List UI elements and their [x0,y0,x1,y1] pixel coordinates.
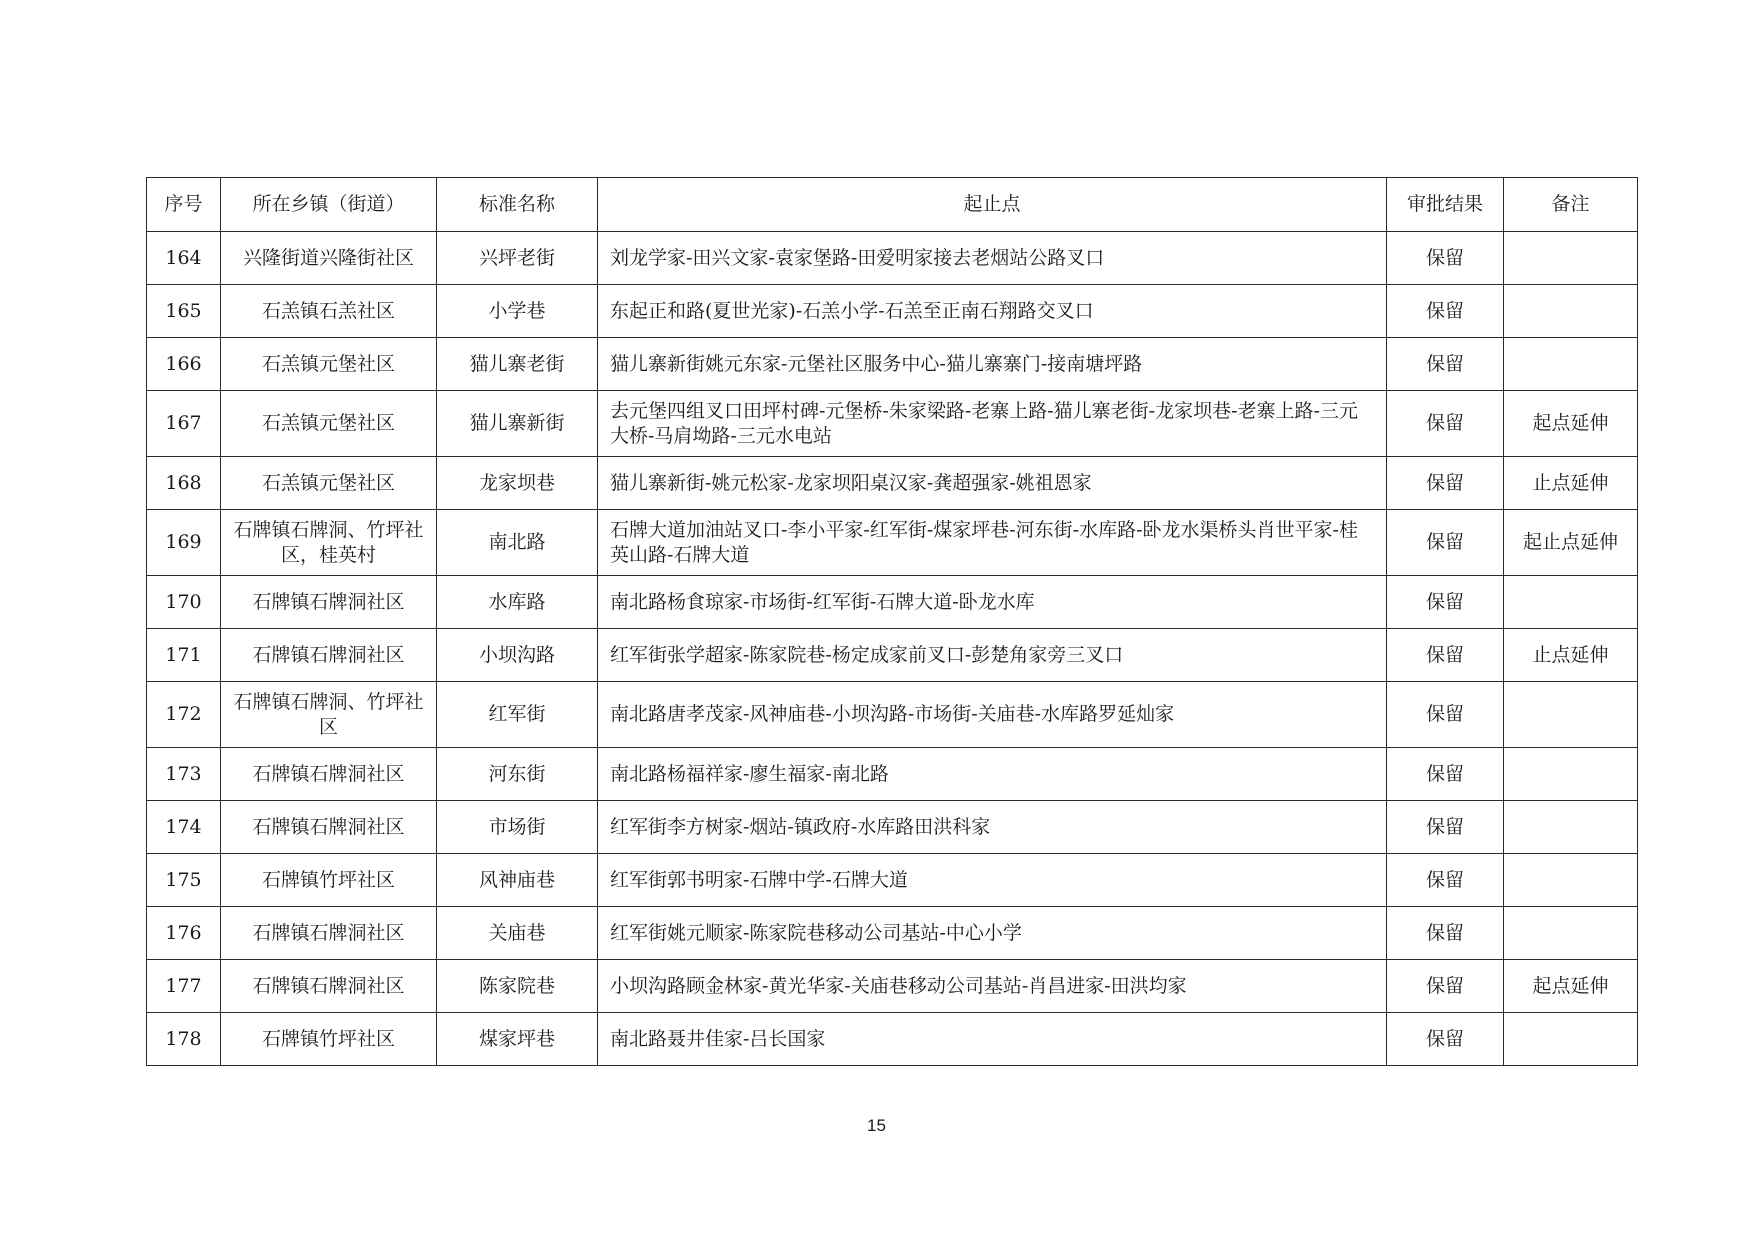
cell-index: 167 [147,391,221,457]
cell-standard-name: 红军街 [437,682,598,748]
cell-approval-result: 保留 [1387,232,1504,285]
table-row [147,682,1638,748]
cell-approval-result: 保留 [1387,1013,1504,1066]
cell-route: 猫儿寨新街姚元东家-元堡社区服务中心-猫儿寨寨门-接南塘坪路 [598,338,1387,391]
cell-standard-name: 关庙巷 [437,907,598,960]
cell-note [1504,854,1638,907]
cell-route: 南北路唐孝茂家-风神庙巷-小坝沟路-市场街-关庙巷-水库路罗延灿家 [598,682,1387,748]
table-row [147,907,1638,960]
cell-index: 178 [147,1013,221,1066]
cell-approval-result: 保留 [1387,391,1504,457]
cell-route: 刘龙学家-田兴文家-袁家堡路-田爱明家接去老烟站公路叉口 [598,232,1387,285]
cell-note [1504,801,1638,854]
table-header [147,178,1638,232]
cell-township: 兴隆街道兴隆街社区 [221,232,437,285]
cell-note: 止点延伸 [1504,457,1638,510]
header-note: 备注 [1504,178,1638,232]
table-row [147,801,1638,854]
cell-route: 南北路杨食琼家-市场街-红军街-石牌大道-卧龙水库 [598,576,1387,629]
table-row [147,576,1638,629]
cell-index: 171 [147,629,221,682]
header-township: 所在乡镇（街道） [221,178,437,232]
table-row [147,457,1638,510]
cell-route: 红军街郭书明家-石牌中学-石牌大道 [598,854,1387,907]
cell-standard-name: 龙家坝巷 [437,457,598,510]
cell-township: 石羔镇元堡社区 [221,338,437,391]
cell-approval-result: 保留 [1387,682,1504,748]
cell-approval-result: 保留 [1387,285,1504,338]
cell-standard-name: 陈家院巷 [437,960,598,1013]
cell-index: 176 [147,907,221,960]
cell-index: 173 [147,748,221,801]
cell-township: 石羔镇元堡社区 [221,391,437,457]
table-row [147,629,1638,682]
cell-note: 止点延伸 [1504,629,1638,682]
cell-township: 石牌镇石牌洞社区 [221,629,437,682]
cell-index: 165 [147,285,221,338]
cell-index: 166 [147,338,221,391]
cell-route: 去元堡四组叉口田坪村碑-元堡桥-朱家梁路-老寨上路-猫儿寨老街-龙家坝巷-老寨上路-三元大桥-马肩坳路-三元水电站 [598,391,1387,457]
cell-route: 南北路聂井佳家-吕长国家 [598,1013,1387,1066]
cell-approval-result: 保留 [1387,576,1504,629]
cell-note [1504,576,1638,629]
cell-standard-name: 河东街 [437,748,598,801]
cell-route: 红军街张学超家-陈家院巷-杨定成家前叉口-彭楚角家旁三叉口 [598,629,1387,682]
cell-index: 169 [147,510,221,576]
header-row [147,178,1638,232]
cell-standard-name: 猫儿寨老街 [437,338,598,391]
header-route: 起止点 [598,178,1387,232]
cell-standard-name: 兴坪老街 [437,232,598,285]
cell-index: 177 [147,960,221,1013]
cell-approval-result: 保留 [1387,748,1504,801]
cell-route: 小坝沟路顾金林家-黄光华家-关庙巷移动公司基站-肖昌进家-田洪均家 [598,960,1387,1013]
cell-route: 红军街姚元顺家-陈家院巷移动公司基站-中心小学 [598,907,1387,960]
cell-note [1504,682,1638,748]
cell-approval-result: 保留 [1387,510,1504,576]
cell-index: 168 [147,457,221,510]
cell-note [1504,285,1638,338]
cell-route: 红军街李方树家-烟站-镇政府-水库路田洪科家 [598,801,1387,854]
cell-index: 172 [147,682,221,748]
cell-note: 起点延伸 [1504,391,1638,457]
cell-note [1504,232,1638,285]
cell-township: 石羔镇石羔社区 [221,285,437,338]
table-row [147,232,1638,285]
table-body [147,232,1638,1066]
table-row [147,854,1638,907]
cell-route: 东起正和路(夏世光家)-石羔小学-石羔至正南石翔路交叉口 [598,285,1387,338]
cell-standard-name: 小坝沟路 [437,629,598,682]
cell-approval-result: 保留 [1387,801,1504,854]
cell-index: 175 [147,854,221,907]
table-row [147,338,1638,391]
cell-standard-name: 煤家坪巷 [437,1013,598,1066]
cell-approval-result: 保留 [1387,907,1504,960]
cell-approval-result: 保留 [1387,854,1504,907]
cell-approval-result: 保留 [1387,457,1504,510]
cell-approval-result: 保留 [1387,338,1504,391]
cell-note [1504,748,1638,801]
cell-index: 164 [147,232,221,285]
cell-route: 猫儿寨新街-姚元松家-龙家坝阳桌汉家-龚超强家-姚祖恩家 [598,457,1387,510]
cell-township: 石牌镇石牌洞社区 [221,801,437,854]
table-row [147,391,1638,457]
cell-standard-name: 小学巷 [437,285,598,338]
cell-township: 石牌镇石牌洞社区 [221,907,437,960]
cell-township: 石牌镇竹坪社区 [221,1013,437,1066]
cell-route: 石牌大道加油站叉口-李小平家-红军街-煤家坪巷-河东街-水库路-卧龙水渠桥头肖世平家-桂英山路-石牌大道 [598,510,1387,576]
cell-route: 南北路杨福祥家-廖生福家-南北路 [598,748,1387,801]
cell-township: 石牌镇竹坪社区 [221,854,437,907]
cell-standard-name: 南北路 [437,510,598,576]
table-row [147,1013,1638,1066]
cell-note: 起点延伸 [1504,960,1638,1013]
cell-approval-result: 保留 [1387,629,1504,682]
table-row [147,510,1638,576]
cell-township: 石牌镇石牌洞社区 [221,576,437,629]
cell-index: 170 [147,576,221,629]
cell-note [1504,1013,1638,1066]
cell-note [1504,907,1638,960]
header-index: 序号 [147,178,221,232]
cell-township: 石羔镇元堡社区 [221,457,437,510]
page-number: 15 [867,1116,886,1135]
table-row [147,748,1638,801]
cell-standard-name: 风神庙巷 [437,854,598,907]
cell-township: 石牌镇石牌洞、竹坪社区 [221,682,437,748]
table-row [147,960,1638,1013]
road-name-table [146,177,1638,1066]
header-approval-result: 审批结果 [1387,178,1504,232]
cell-approval-result: 保留 [1387,960,1504,1013]
cell-township: 石牌镇石牌洞、竹坪社区，桂英村 [221,510,437,576]
cell-index: 174 [147,801,221,854]
header-standard-name: 标准名称 [437,178,598,232]
cell-standard-name: 市场街 [437,801,598,854]
cell-township: 石牌镇石牌洞社区 [221,960,437,1013]
table-row [147,285,1638,338]
cell-standard-name: 猫儿寨新街 [437,391,598,457]
cell-standard-name: 水库路 [437,576,598,629]
cell-township: 石牌镇石牌洞社区 [221,748,437,801]
cell-note: 起止点延伸 [1504,510,1638,576]
cell-note [1504,338,1638,391]
